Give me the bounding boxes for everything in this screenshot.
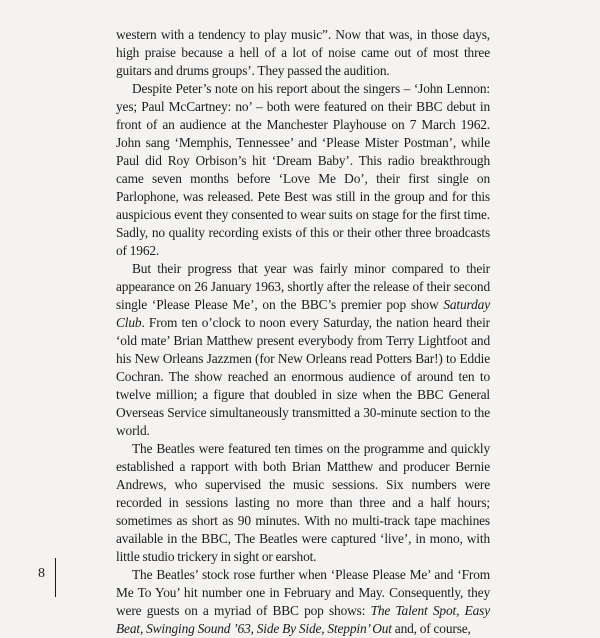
show-separator: ,: [250, 621, 257, 636]
show-title-swinging-sound: Swinging Sound ’63: [146, 621, 251, 636]
paragraph-2: Despite Peter’s note on his report about the singers – ‘John Lennon: yes; Paul McCartney: no’ – both were featured on their BBC debut in front of an audience at the Manchester Playhouse on 7 March 1962. John sang ‘Memphis, Tennessee’ and ‘Please Mister Postman’, while Paul did Roy Orbison’s hit ‘Dream Baby’. This radio breakthrough came seven months before ‘Love Me Do’, their first single on Parlophone, was released. Pete Best was still in the group and for this auspicious event they consented to wear suits on stage for the first time. Sadly, no quality recording exists of this or their other three broadcasts of 1962.: [116, 81, 490, 258]
paragraph-3: [116, 260, 490, 440]
show-separator: ,: [456, 603, 465, 618]
show-title-saturday-club: Saturday Club: [116, 297, 490, 330]
show-title-side-by-side: Side By Side: [256, 621, 322, 636]
paragraph-3-text-end: . From ten o’clock to noon every Saturday, the nation heard their ‘old mate’ Brian Matthew present everybody from Terry Lightfoot and his New Orleans Jazzmen (for New Orleans read Potters Bar!) to Eddie Cochran. The show reached an enormous audience of around ten to twelve million; a figure that doubled in size when the BBC General Overseas Service simultaneously transmitted a 30-minute section to the world.: [116, 315, 490, 438]
paragraph-1: western with a tendency to play music”. Now that was, in those days, high praise because a hell of a lot of noise came out of most three guitars and drums groups’. They passed the audition.: [116, 27, 490, 78]
show-title-talent-spot: The Talent Spot: [370, 603, 457, 618]
show-separator: ,: [321, 621, 328, 636]
paragraph-3-text-start: But their progress that year was fairly minor compared to their appearance on 26 January 1963, shortly after the release of their second single ‘Please Please Me’, on the BBC’s premier pop show: [116, 261, 490, 312]
page-number-rule: [55, 558, 56, 597]
body-text: [116, 26, 490, 638]
show-title-steppin-out: Steppin’ Out: [327, 621, 392, 636]
page-number: 8: [38, 566, 45, 581]
paragraph-5: [116, 566, 490, 638]
paragraph-4: The Beatles were featured ten times on the programme and quickly established a rapport with both Brian Matthew and producer Bernie Andrews, who supervised the music sessions. Six numbers were recorded in sessions lasting no more than three and a half hours; sometimes as short as 90 minutes. With no multi-track tape machines available in the BBC, The Beatles were captured ‘live’, in mono, with little studio trickery in sight or earshot.: [116, 441, 490, 564]
show-separator: ,: [139, 621, 147, 636]
show-title-easy-beat: Easy Beat: [116, 603, 490, 636]
paragraph-5-text-start: The Beatles’ stock rose further when ‘Please Please Me’ and ‘From Me To You’ hit number one in February and May. Consequently, they were guests on a myriad of BBC pop shows:: [116, 567, 490, 618]
paragraph-5-text-end: and, of course,: [391, 621, 471, 636]
